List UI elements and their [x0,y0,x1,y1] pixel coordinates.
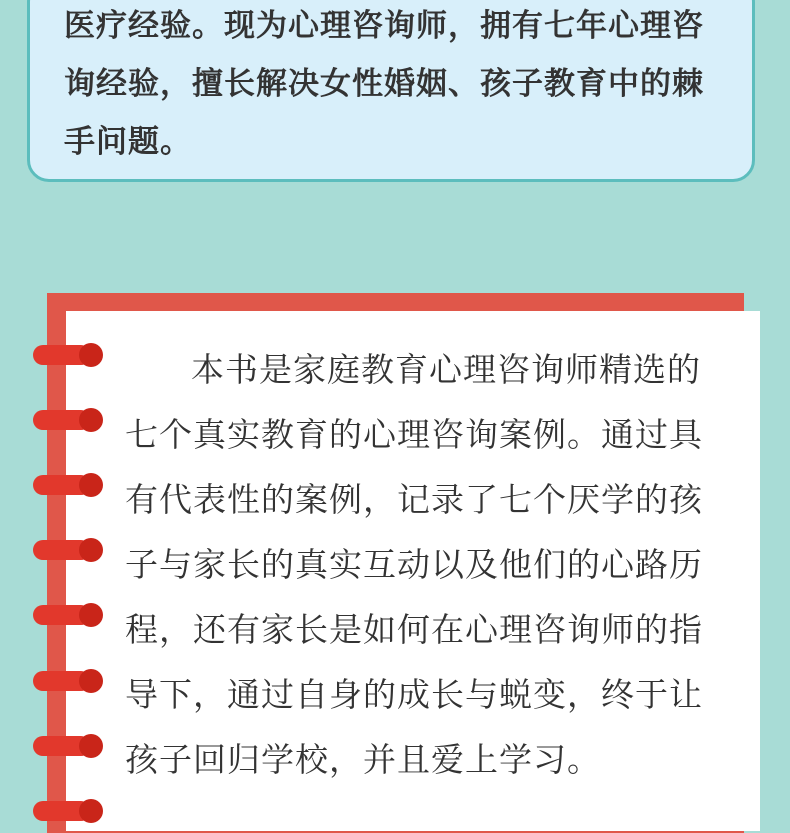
binder-ring [33,734,99,758]
binder-ring [33,603,99,627]
binder-ring [33,669,99,693]
book-description: 本书是家庭教育心理咨询师精选的七个真实教育的心理咨询案例。通过具有代表性的案例，记录了七个厌学的孩子与家长的真实互动以及他们的心路历程，还有家长是如何在心理咨询师的指导下，通过自身的成长与蜕变，终于让孩子回归学校，并且爱上学习。 [125,350,703,779]
binder-ring [33,343,99,367]
binder-ring [33,799,99,823]
binder-ring [33,473,99,497]
binder-ring [33,538,99,562]
author-intro-box [27,0,755,182]
author-intro-text: 医疗经验。现为心理咨询师，拥有七年心理咨询经验，擅长解决女性婚姻、孩子教育中的棘手问题。 [64,8,704,160]
binder-ring [33,408,99,432]
